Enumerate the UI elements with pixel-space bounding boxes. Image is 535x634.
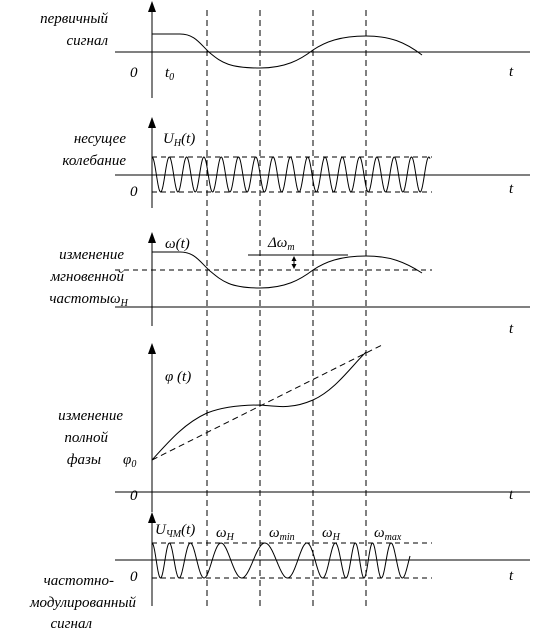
phase-phi0-main: φ: [123, 452, 132, 468]
fm-y-label-sub: ЧМ: [165, 529, 182, 540]
fm-t-label: t: [509, 568, 514, 584]
time-guides: [207, 10, 366, 606]
fm-mark-1: [216, 525, 235, 543]
fm-mark-2-main: ω: [269, 525, 280, 541]
carrier-y-label-arg: (t): [181, 131, 196, 147]
fm-mark-1-sub: H: [226, 532, 234, 543]
primary-signal-curve: [152, 34, 422, 68]
carrier-label-line-1: несущее: [73, 131, 126, 147]
carrier-y-arrow: [148, 117, 156, 128]
primary-y-arrow: [148, 1, 156, 12]
frequency-label-line-3: частоты: [49, 291, 110, 307]
fm-mark-3-sub: H: [332, 532, 340, 543]
frequency-label-line-2: мгновенной: [50, 269, 124, 285]
primary-t0-sub: 0: [169, 72, 175, 83]
fm-mark-2-sub: min: [279, 532, 295, 543]
fm-mark-4-main: ω: [374, 525, 385, 541]
panel-fm: [29, 512, 530, 632]
frequency-delta-main: Δω: [268, 235, 288, 251]
phase-label-line-1: изменение: [58, 408, 123, 424]
frequency-delta-arrow-up: [292, 256, 297, 261]
fm-mark-2: [269, 525, 295, 543]
frequency-omega-h: [110, 291, 129, 309]
phase-linear-line: [152, 345, 382, 460]
primary-t-label: t: [509, 64, 514, 80]
fm-mark-3-main: ω: [322, 525, 333, 541]
phase-label-line-3: фазы: [66, 452, 101, 468]
panel-phase: [58, 343, 530, 512]
fm-label-line-3: сигнал: [50, 616, 92, 632]
frequency-omega-h-sub: H: [120, 298, 128, 309]
fm-origin: 0: [130, 569, 138, 585]
panel-primary: [40, 1, 530, 98]
phase-phi0: [123, 452, 136, 470]
carrier-origin: 0: [130, 184, 138, 200]
fm-label-line-1: частотно-: [43, 573, 114, 589]
frequency-label-line-1: изменение: [59, 247, 124, 263]
frequency-delta-label: [267, 235, 295, 253]
fm-y-label-arg: (t): [181, 522, 196, 538]
fm-y-label: [155, 522, 195, 540]
primary-label-line-1: первичный: [40, 11, 108, 27]
fm-y-label-main: U: [155, 522, 166, 538]
carrier-t-label: t: [509, 181, 514, 197]
frequency-delta-sub: m: [287, 242, 295, 253]
panel-carrier: [62, 117, 530, 208]
phase-phi0-sub: 0: [131, 459, 137, 470]
frequency-delta-arrow-down: [292, 264, 297, 269]
fm-label-line-2: модулированный: [29, 595, 136, 611]
primary-label-line-2: сигнал: [66, 33, 108, 49]
fm-mark-4-sub: max: [384, 532, 402, 543]
phase-y-arrow: [148, 343, 156, 354]
carrier-y-label-sub: H: [173, 138, 182, 149]
fm-mark-4: [374, 525, 402, 543]
phase-y-label: φ (t): [165, 369, 192, 385]
phase-label-line-2: полной: [64, 430, 108, 446]
frequency-y-label: ω(t): [165, 236, 190, 252]
carrier-y-label: [163, 131, 195, 149]
carrier-y-label-main: U: [163, 131, 174, 147]
carrier-label-line-2: колебание: [62, 153, 126, 169]
fm-mark-3: [322, 525, 341, 543]
primary-origin: 0: [130, 65, 138, 81]
frequency-omega-h-main: ω: [110, 291, 121, 307]
panel-frequency: [49, 232, 530, 337]
frequency-t-label: t: [509, 321, 514, 337]
fm-mark-1-main: ω: [216, 525, 227, 541]
primary-t0: [165, 65, 174, 83]
primary-t0-main: t: [165, 65, 170, 81]
phase-t-label: t: [509, 487, 514, 503]
phase-origin: 0: [130, 488, 138, 504]
frequency-y-arrow: [148, 232, 156, 243]
